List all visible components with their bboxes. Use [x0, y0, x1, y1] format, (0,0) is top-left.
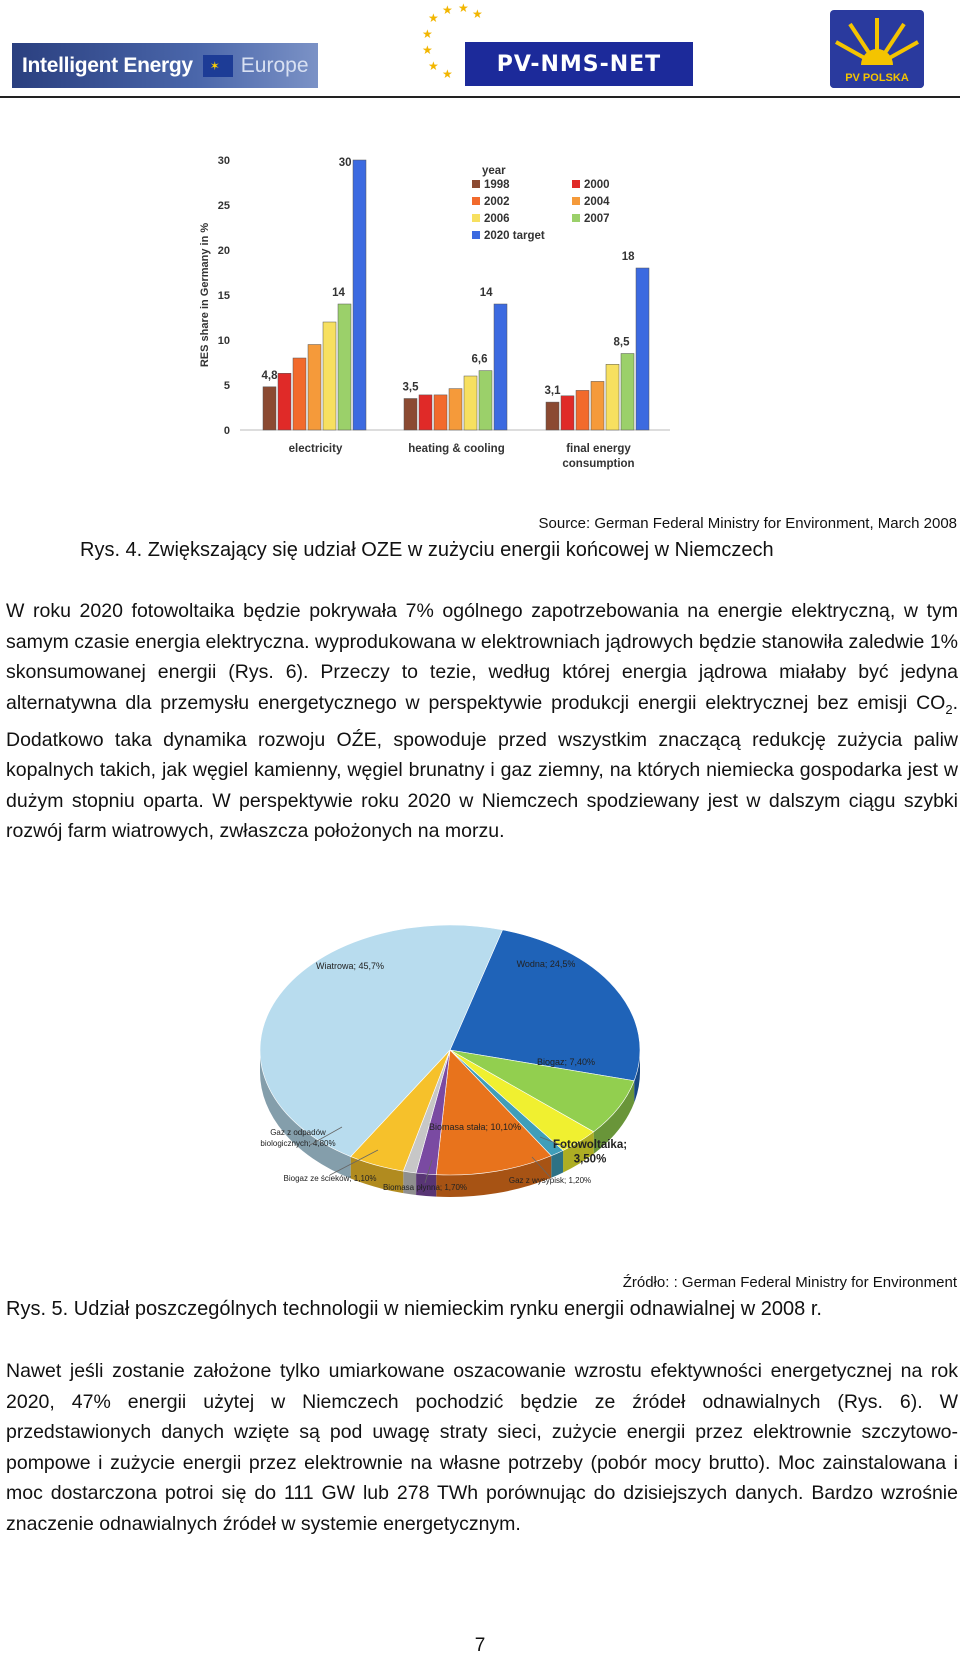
x-category-label: electricity	[288, 443, 343, 455]
paragraph-1	[6, 596, 958, 847]
x-category-label: consumption	[562, 458, 635, 470]
y-tick-label: 25	[217, 200, 230, 212]
paragraph-2	[6, 1356, 958, 1539]
pie-label: 3,50%	[573, 1153, 607, 1166]
svg-text:★: ★	[428, 59, 439, 73]
pv-nms-net-badge	[465, 42, 693, 86]
data-label: 18	[621, 251, 635, 263]
paragraph-2-text: Nawet jeśli zostanie założone tylko umiarkowane oszacowanie wzrostu efektywności energetycznej na rok 2020, 47% energii użytej w Niemczech pochodzić będzie ze źródeł odnawialnych (Rys. 6). W przedstawionych danych wzięte są pod uwagę straty sieci, zużycie energii przez elektrownie szczytowo-pompowe i zużycie energii przez elektrownie na własne potrzeby (pobór mocy brutto). Moc zainstalowana i moc dostarczona potroi się do 111 GW lub 278 TWh porównując do dzisiejszych danych. Bardzo wzrośnie znaczenie odnawialnych źródeł w systemie energetycznym.	[6, 1360, 958, 1535]
pie-label: Wiatrowa; 45,7%	[315, 961, 385, 971]
x-category-label: heating & cooling	[408, 443, 505, 455]
legend-label: 2020 target	[484, 230, 545, 242]
pie-label: Fotowoltaika;	[552, 1139, 628, 1151]
data-label: 14	[479, 287, 493, 299]
page-header	[0, 0, 960, 98]
figure1-source: Source: German Federal Ministry for Environment, March 2008	[538, 515, 957, 532]
data-label: 3,5	[402, 381, 419, 394]
y-tick-label: 0	[223, 425, 230, 437]
pie-label: Wodna; 24,5%	[516, 959, 576, 969]
data-label: 3,1	[544, 385, 561, 398]
pie-label: Biomasa płynna; 1,70%	[382, 1183, 468, 1192]
pv-polska-logo	[830, 10, 924, 88]
bar-final-energy-consumption-2007	[621, 354, 634, 431]
pie-label: Biogaz; 7,40%	[536, 1057, 596, 1067]
bar-final-energy-consumption-2000	[561, 396, 574, 430]
data-label: 6,6	[471, 353, 488, 366]
co2-subscript: 2	[945, 701, 953, 717]
data-label: 4,8	[261, 369, 278, 382]
data-label: 30	[338, 157, 352, 169]
logo-right-text: PV POLSKA	[845, 72, 909, 84]
pie-label: Gaz z odpadów	[270, 1128, 326, 1137]
bar-heating-cooling-2004	[449, 389, 462, 430]
renewables-pie-chart	[250, 905, 690, 1275]
legend-title: year	[482, 165, 506, 177]
intelligent-energy-logo	[12, 43, 318, 88]
bar-heating-cooling-2000	[419, 395, 432, 430]
bar-electricity-2000	[278, 373, 291, 430]
bar-final-energy-consumption-2002	[576, 390, 589, 430]
bar-electricity-2006	[323, 322, 336, 430]
pie-label: Biogaz ze ścieków; 1,10%	[283, 1174, 377, 1183]
bar-electricity-2020-target	[353, 160, 366, 430]
bar-final-energy-consumption-2020-target	[636, 268, 649, 430]
y-tick-label: 5	[223, 380, 230, 392]
legend-swatch-2002	[472, 197, 480, 205]
legend-label: 2004	[584, 196, 610, 208]
logo-center-text: PV-NMS-NET	[496, 51, 662, 77]
svg-text:★: ★	[422, 43, 433, 57]
svg-text:★: ★	[458, 1, 469, 15]
y-axis-label: RES share in Germany in %	[199, 222, 211, 368]
legend-swatch-2020-target	[472, 231, 480, 239]
bar-heating-cooling-1998	[404, 399, 417, 431]
bar-heating-cooling-2007	[479, 371, 492, 430]
data-label: 14	[332, 287, 345, 299]
pv-nms-net-logo	[420, 0, 695, 90]
figure2-source: Źródło: : German Federal Ministry for Environment	[622, 1274, 957, 1291]
svg-text:★: ★	[442, 67, 453, 80]
pie-label: Biomasa stała; 10,10%	[428, 1122, 522, 1132]
chart-legend	[472, 165, 610, 242]
pie-label: Gaz z wysypisk; 1,20%	[508, 1176, 592, 1185]
legend-label: 1998	[484, 179, 510, 191]
bar-heating-cooling-2006	[464, 376, 477, 430]
legend-label: 2002	[484, 196, 510, 208]
legend-swatch-2000	[572, 180, 580, 188]
bar-electricity-1998	[263, 387, 276, 430]
legend-label: 2007	[584, 213, 610, 225]
svg-text:★: ★	[442, 3, 453, 17]
y-tick-label: 10	[217, 335, 230, 347]
logo-left-sub: Europe	[240, 53, 309, 77]
eu-flag-icon: ✶	[203, 55, 233, 77]
legend-swatch-2007	[572, 214, 580, 222]
bar-electricity-2002	[293, 358, 306, 430]
y-tick-label: 20	[217, 245, 230, 257]
x-category-label: final energy	[566, 443, 631, 455]
bar-heating-cooling-2002	[434, 395, 447, 430]
bar-final-energy-consumption-2006	[606, 364, 619, 430]
paragraph-1-text-b: . Dodatkowo taka dynamika rozwoju OŹE, spowoduje przed wszystkim znaczącą redukcję zużycia paliw kopalnych takich, jak węgiel kamienny, węgiel brunatny i gaz ziemny, na których niemiecka gospodarka jest w dużym stopniu oparta. W perspektywie roku 2020 w Niemczech spodziewany jest w dalszym ciągu szybki rozwój farm wiatrowych, zwłaszcza położonych na morzu.	[6, 691, 958, 843]
bar-final-energy-consumption-1998	[546, 402, 559, 430]
bar-electricity-2007	[338, 304, 351, 430]
legend-swatch-2006	[472, 214, 480, 222]
figure1-caption: Rys. 4. Zwiększający się udział OZE w zużyciu energii końcowej w Niemczech	[80, 539, 774, 561]
svg-text:★: ★	[422, 27, 433, 41]
res-share-bar-chart	[190, 150, 710, 500]
y-tick-label: 15	[217, 290, 230, 302]
page-number: 7	[474, 1635, 486, 1656]
bar-final-energy-consumption-2004	[591, 381, 604, 430]
legend-swatch-1998	[472, 180, 480, 188]
pie-label: biologicznych; 4,80%	[260, 1139, 336, 1148]
y-tick-label: 30	[217, 155, 230, 167]
svg-text:★: ★	[472, 7, 483, 21]
figure2-caption: Rys. 5. Udział poszczególnych technologii w niemieckim rynku energii odnawialnej w 2008 r.	[6, 1298, 822, 1320]
legend-swatch-2004	[572, 197, 580, 205]
data-label: 8,5	[613, 336, 630, 349]
bar-electricity-2004	[308, 345, 321, 431]
legend-label: 2006	[484, 213, 510, 225]
legend-label: 2000	[584, 179, 610, 191]
bar-heating-cooling-2020-target	[494, 304, 507, 430]
logo-left-text: Intelligent Energy	[22, 53, 193, 77]
paragraph-1-text-a: W roku 2020 fotowoltaika będzie pokrywała 7% ogólnego zapotrzebowania na energie elektryczną, w tym samym czasie energia elektryczna. wyprodukowana w elektrowniach jądrowych będzie stanowiła zaledwie 1% skonsumowanej energii (Rys. 6). Przeczy to tezie, według której energia jądrowa miałaby być jedyna alternatywna dla przemysłu energetycznego w perspektywie produkcji energii elektrycznej bez emisji CO	[6, 600, 958, 714]
svg-text:★: ★	[428, 11, 439, 25]
